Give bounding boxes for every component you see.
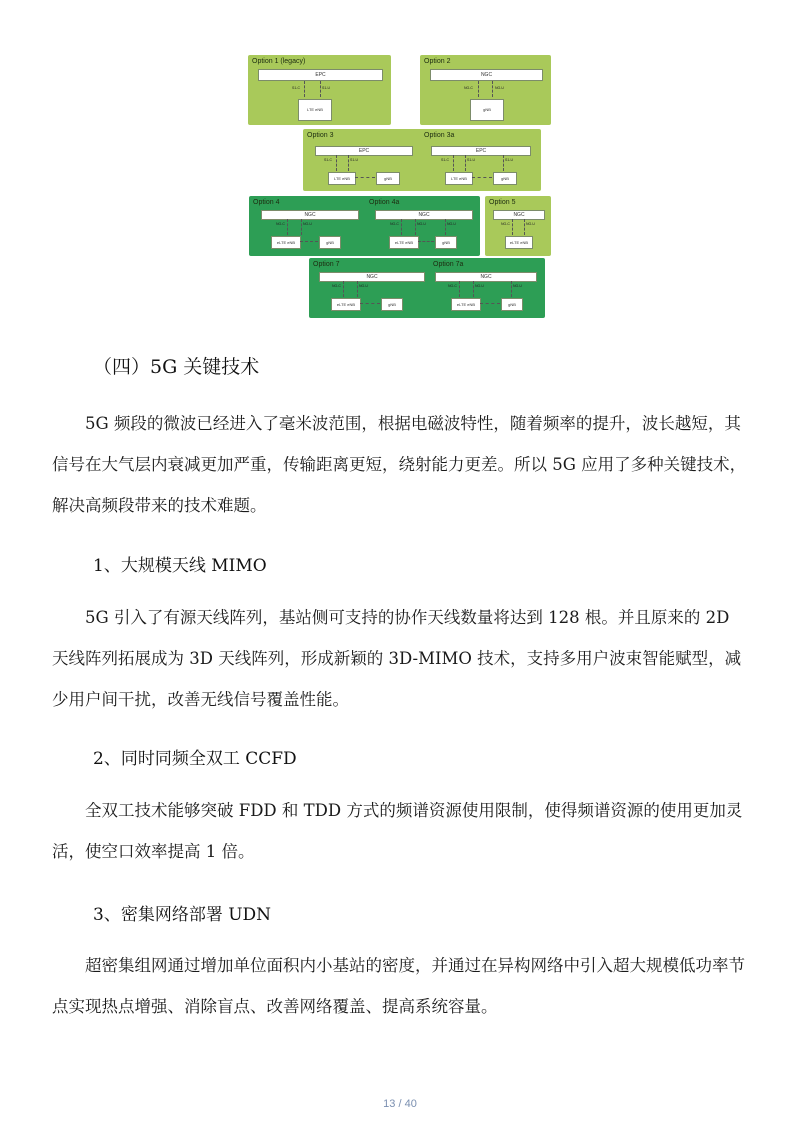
option-1-panel [248,55,391,125]
link-label: S1-U [467,158,475,162]
option-title: Option 7 [313,261,340,268]
link-label: S1-C [441,158,449,162]
link-label: S1-U [505,158,513,162]
ran-node-box: gNB [376,172,400,185]
link-label: NG-U [447,222,456,226]
core-network-box: NGC [435,272,537,282]
ran-node-box: eLTE eNB [451,298,481,311]
core-network-box: NGC [375,210,473,220]
ran-node-box: gNB [381,298,403,311]
ran-node-box: eLTE eNB [331,298,361,311]
link-label: NG-C [276,222,285,226]
ran-node-box: eLTE eNB [505,236,533,249]
page-number: 13 / 40 [383,1098,417,1110]
link-label: S1-U [322,86,330,90]
ran-node-box: LTE eNB [328,172,356,185]
paragraph-text: 超密集组网通过增加单位面积内小基站的密度，并通过在异构网络中引入超大规模低功率节点实现热点增强、消除盲点、改善网络覆盖、提高系统容量。 [52,956,745,1016]
paragraph-text: 5G 引入了有源天线阵列，基站侧可支持的协作天线数量将达到 128 根。并且原来的 2D 天线阵列拓展成为 3D 天线阵列，形成新颖的 3D-MIMO 技术，支持多用户波束智能赋型，减少用户间干扰，改善无线信号覆盖性能。 [52,608,742,709]
core-network-box: NGC [430,69,543,81]
item-heading-mimo: 1、大规模天线 MIMO [93,556,267,576]
option-5-panel [485,196,551,256]
link-label: S1-U [350,158,358,162]
core-network-box: EPC [431,146,531,156]
link-label: NG-U [359,284,368,288]
option-title: Option 7a [433,261,464,268]
item-heading-ccfd: 2、同时同频全双工 CCFD [93,749,297,769]
link-label: NG-U [475,284,484,288]
option-4-panel [249,196,480,256]
paragraph-text: 5G 频段的微波已经进入了毫米波范围，根据电磁波特性，随着频率的提升，波长越短，其信号在大气层内衰减更加严重，传输距离更短，绕射能力更差。所以 5G 应用了多种关键技术，解决高频段带来的技术难题。 [52,414,747,515]
link-label: NG-C [390,222,399,226]
ran-node-box: gNB [493,172,517,185]
link-label: NG-U [526,222,535,226]
ran-node-box: LTE eNB [298,99,332,121]
link-label: NG-C [464,86,473,90]
option-title: Option 4 [253,199,280,206]
option-title: Option 4a [369,199,400,206]
link-label: S1-C [292,86,300,90]
section-heading: （四）5G 关键技术 [93,356,260,378]
link-label: NG-U [495,86,504,90]
link-label: NG-C [332,284,341,288]
architecture-options-diagram [245,52,555,320]
option-7-panel [309,258,545,318]
option-title: Option 3a [424,132,455,139]
option-title: Option 5 [489,199,516,206]
ran-node-box: gNB [470,99,504,121]
item-paragraph-ccfd [52,790,750,872]
ran-node-box: gNB [319,236,341,249]
link-label: NG-U [417,222,426,226]
ran-node-box: eLTE eNB [271,236,301,249]
ran-node-box: gNB [501,298,523,311]
core-network-box: NGC [261,210,359,220]
option-title: Option 2 [424,58,451,65]
item-heading-udn: 3、密集网络部署 UDN [93,905,272,925]
ran-node-box: eLTE eNB [389,236,419,249]
core-network-box: NGC [319,272,425,282]
core-network-box: EPC [315,146,413,156]
link-label: NG-U [513,284,522,288]
item-paragraph-mimo [52,597,750,720]
option-2-panel [420,55,551,125]
link-label: S1-C [324,158,332,162]
item-paragraph-udn [52,945,750,1027]
core-network-box: NGC [493,210,545,220]
paragraph-text: 全双工技术能够突破 FDD 和 TDD 方式的频谱资源使用限制，使得频谱资源的使用更加灵活，使空口效率提高 1 倍。 [52,801,743,861]
intro-paragraph [52,403,750,526]
ran-node-box: LTE eNB [445,172,473,185]
option-title: Option 1 (legacy) [252,58,306,65]
option-title: Option 3 [307,132,334,139]
link-label: NG-U [303,222,312,226]
option-3-panel [303,129,541,191]
link-label: NG-C [448,284,457,288]
ran-node-box: gNB [435,236,457,249]
core-network-box: EPC [258,69,383,81]
link-label: NG-C [501,222,510,226]
